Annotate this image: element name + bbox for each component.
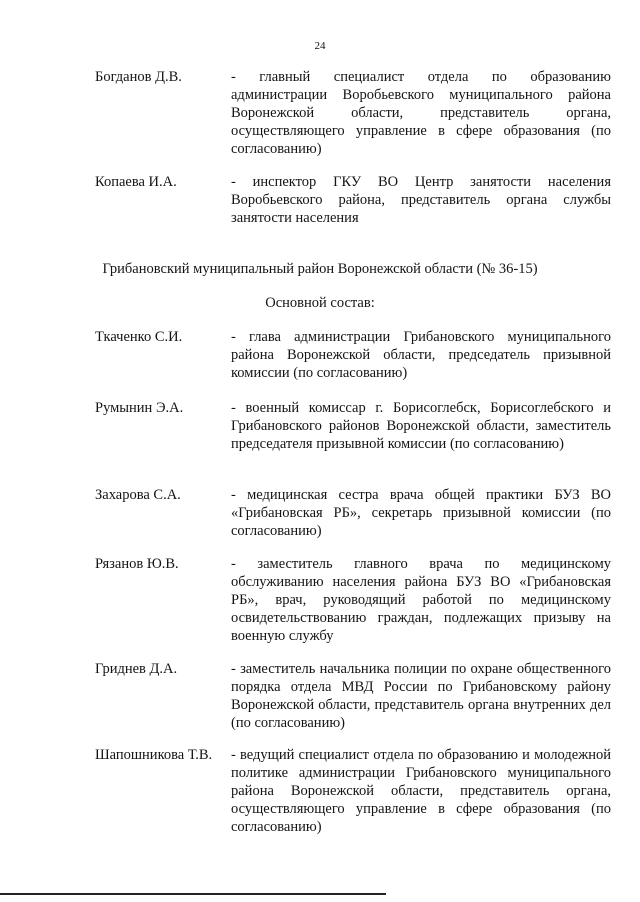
member-name: Богданов Д.В. (95, 69, 182, 85)
page-number: 24 (314, 40, 326, 52)
bottom-divider (0, 893, 386, 895)
section-title: Грибановский муниципальный район Воронежской области (№ 36-15) (102, 261, 538, 277)
member-name: Рязанов Ю.В. (95, 556, 179, 572)
member-name: Ткаченко С.И. (95, 329, 183, 345)
member-name: Шапошникова Т.В. (95, 747, 213, 763)
member-description: - военный комиссар г. Борисоглебск, Борисоглебского и Грибановского районов Воронежской области, заместитель председателя призывной комиссии (по согласованию) (231, 400, 611, 452)
member-description: - заместитель начальника полиции по охране общественного порядка отдела МВД России по Грибановскому району Воронежской области, представитель органа внутренних дел (по согласованию) (231, 661, 611, 731)
member-description: - глава администрации Грибановского муниципального района Воронежской области, председатель призывной комиссии (по согласованию) (231, 329, 611, 381)
member-name: Захарова С.А. (95, 487, 181, 503)
member-description: - инспектор ГКУ ВО Центр занятости населения Воробьевского района, представитель органа службы занятости населения (231, 174, 611, 226)
member-name: Гриднев Д.А. (95, 661, 178, 677)
member-description: - главный специалист отдела по образованию администрации Воробьевского муниципального района Воронежской области, представитель органа, осуществляющего управление в сфере образования (по согласованию) (231, 69, 611, 157)
member-name: Копаева И.А. (95, 174, 177, 190)
member-name: Румынин Э.А. (95, 400, 184, 416)
member-description: - заместитель главного врача по медицинскому обслуживанию населения района БУЗ ВО «Грибановская РБ», врач, руководящий работой по медицинскому освидетельствованию граждан, подлежащих призыву на военную службу (231, 556, 611, 644)
member-description: - медицинская сестра врача общей практики БУЗ ВО «Грибановская РБ», секретарь призывной комиссии (по согласованию) (231, 487, 611, 539)
member-description: - ведущий специалист отдела по образованию и молодежной политике администрации Грибановского муниципального района Воронежской области, представитель органа, осуществляющего управление в сфере образования (по согласованию) (231, 747, 611, 835)
subsection-title: Основной состав: (265, 295, 375, 311)
